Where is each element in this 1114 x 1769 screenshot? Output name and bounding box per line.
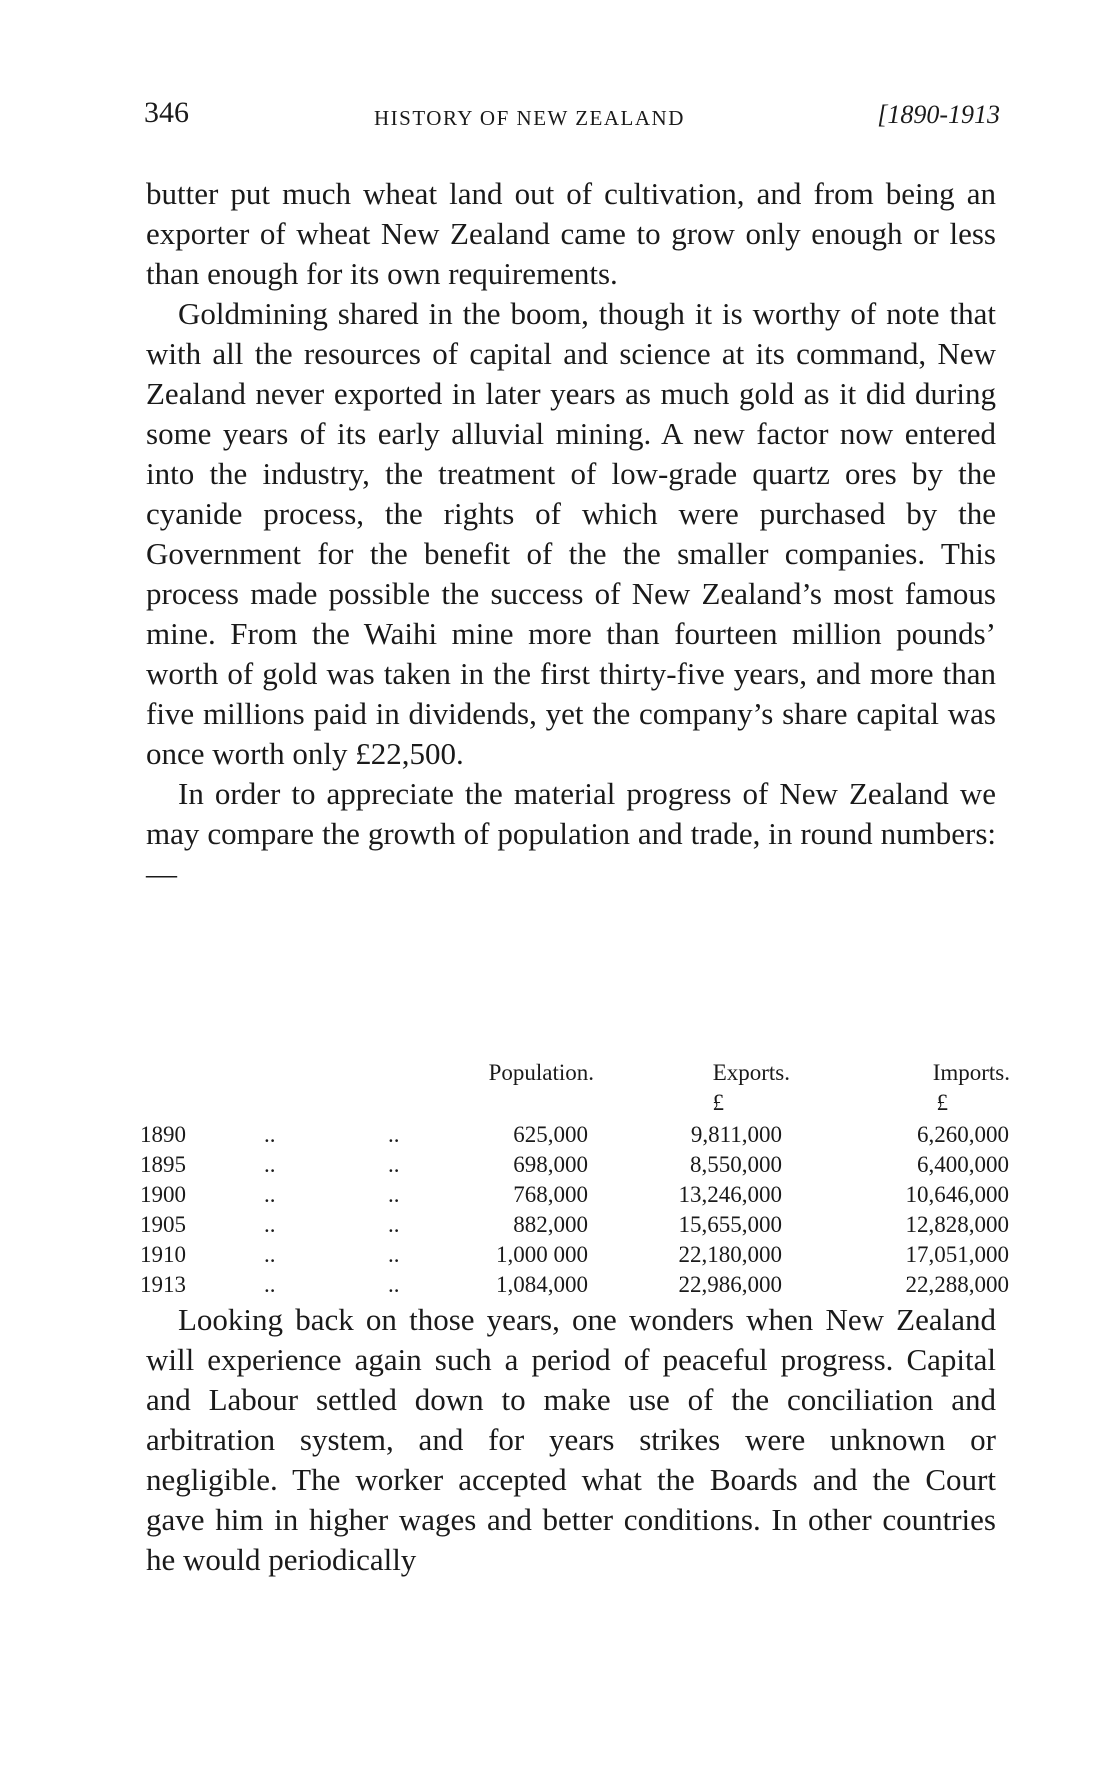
year-cell: 1900: [140, 1182, 186, 1207]
population-cell: 882,000: [513, 1212, 588, 1237]
page-number: 346: [144, 96, 189, 129]
leader-dots: ..: [264, 1272, 276, 1297]
header-imports: Imports.: [932, 1060, 1010, 1085]
paragraph-butter: butter put much wheat land out of cultivation, and from being an exporter of wheat New Zealand came to grow only enough or less than enough for its own requirements.: [146, 176, 996, 291]
table-row: [140, 1182, 1010, 1212]
year-cell: 1890: [140, 1122, 186, 1147]
paragraph-goldmining: Goldmining shared in the boom, though it is worthy of note that with all the resources of capital and science at its command, New Zealand never exported in later years as much gold as it did during some years of its early alluvial mining. A new factor now entered into the industry, the treatment of low-grade quartz ores by the cyanide process, the rights of which were purchased by the Government for the benefit of the the smaller companies. This process made possible the success of New Zealand’s most famous mine. From the Waihi mine more than fourteen million pounds’ worth of gold was taken in the first thirty-five years, and more than five millions paid in dividends, yet the company’s share capital was once worth only £22,500.: [146, 296, 996, 771]
paragraph-material-progress: In order to appreciate the material progress of New Zealand we may compare the growth of population and trade, in round numbers:—: [146, 776, 996, 891]
body-text-top: [146, 174, 996, 894]
imports-cell: 6,400,000: [917, 1152, 1009, 1177]
leader-dots: ..: [388, 1122, 400, 1147]
leader-dots: ..: [388, 1242, 400, 1267]
exports-cell: 22,986,000: [678, 1272, 782, 1297]
table-row: [140, 1212, 1010, 1242]
body-text-bottom: [146, 1300, 996, 1580]
leader-dots: ..: [264, 1152, 276, 1177]
population-cell: 768,000: [513, 1182, 588, 1207]
population-cell: 1,000 000: [496, 1242, 588, 1267]
population-cell: 625,000: [513, 1122, 588, 1147]
imports-cell: 6,260,000: [917, 1122, 1009, 1147]
year-cell: 1905: [140, 1212, 186, 1237]
year-cell: 1910: [140, 1242, 186, 1267]
running-title: HISTORY OF NEW ZEALAND: [374, 106, 685, 130]
date-range: [1890-1913: [877, 100, 1000, 129]
leader-dots: ..: [264, 1212, 276, 1237]
table-row: [140, 1272, 1010, 1302]
exports-cell: 8,550,000: [690, 1152, 782, 1177]
leader-dots: ..: [388, 1182, 400, 1207]
imports-cell: 10,646,000: [905, 1182, 1009, 1207]
exports-cell: 22,180,000: [678, 1242, 782, 1267]
table-row: [140, 1122, 1010, 1152]
leader-dots: ..: [264, 1182, 276, 1207]
exports-cell: 9,811,000: [690, 1122, 782, 1147]
leader-dots: ..: [388, 1272, 400, 1297]
imports-cell: 12,828,000: [905, 1212, 1009, 1237]
leader-dots: ..: [388, 1212, 400, 1237]
header-exports: Exports.: [712, 1060, 790, 1085]
imports-cell: 17,051,000: [905, 1242, 1009, 1267]
year-cell: 1913: [140, 1272, 186, 1297]
year-cell: 1895: [140, 1152, 186, 1177]
exports-cell: 13,246,000: [678, 1182, 782, 1207]
table-header-row: [140, 1060, 1010, 1090]
population-trade-table: [140, 1060, 1010, 1302]
table-row: [140, 1152, 1010, 1182]
page-header: [144, 96, 1000, 136]
paragraph-looking-back: Looking back on those years, one wonders when New Zealand will experience again such a period of peaceful progress. Capital and Labour settled down to make use of the conciliation and arbitration system, and for years strikes were unknown or negligible. The worker accepted what the Boards and the Court gave him in higher wages and better conditions. In other countries he would periodically: [146, 1302, 996, 1577]
unit-exports: £: [712, 1090, 724, 1115]
leader-dots: ..: [264, 1242, 276, 1267]
population-cell: 1,084,000: [496, 1272, 588, 1297]
header-population: Population.: [488, 1060, 594, 1085]
imports-cell: 22,288,000: [905, 1272, 1009, 1297]
leader-dots: ..: [388, 1152, 400, 1177]
exports-cell: 15,655,000: [678, 1212, 782, 1237]
population-cell: 698,000: [513, 1152, 588, 1177]
table-row: [140, 1242, 1010, 1272]
leader-dots: ..: [264, 1122, 276, 1147]
table-unit-row: [140, 1090, 1010, 1122]
unit-imports: £: [936, 1090, 948, 1115]
